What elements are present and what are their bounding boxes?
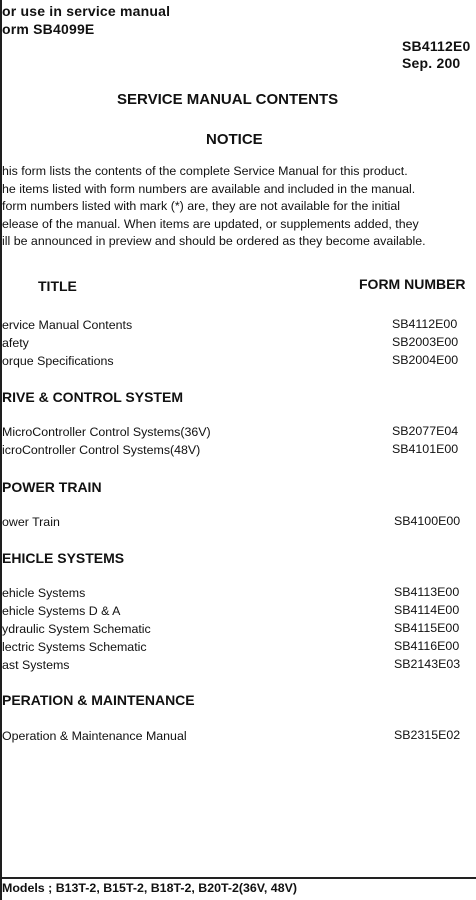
section-heading: RIVE & CONTROL SYSTEM [2,389,183,405]
item-form-number: SB4115E00 [394,621,460,635]
item-form-number: SB2315E02 [394,728,461,742]
notice-line: he items listed with form numbers are available and included in the manual. [2,181,416,196]
item-form-number: SB2004E00 [392,353,459,367]
document-page [2,0,476,900]
item-title: MicroController Control Systems(36V) [2,425,211,439]
item-form-number: SB4114E00 [394,603,460,617]
item-title: Operation & Maintenance Manual [2,729,187,743]
models-footer: Models ; B13T-2, B15T-2, B18T-2, B20T-2(36V, 48V) [2,881,297,895]
notice-line: elease of the manual. When items are updated, or supplements added, they [2,216,419,231]
item-form-number: SB4100E00 [394,514,461,528]
item-form-number: SB4116E00 [394,639,460,653]
item-title: ower Train [2,515,60,529]
notice-heading: NOTICE [206,131,263,148]
item-title: ervice Manual Contents [2,318,133,332]
item-title: ehicle Systems [2,586,86,600]
doc-date: Sep. 200 [402,55,461,71]
item-form-number: SB2077E04 [392,424,459,438]
notice-line: his form lists the contents of the complete Service Manual for this product. [2,164,408,178]
item-form-number: SB2003E00 [392,335,459,349]
item-form-number: SB2143E03 [394,657,461,671]
notice-line: form numbers listed with mark (*) are, they are not available for the initial [2,199,401,214]
notice-line: ill be announced in preview and should be ordered as they become available. [2,234,426,249]
item-title: lectric Systems Schematic [2,640,147,654]
notice-paragraph [2,163,476,251]
footer-divider [2,877,476,879]
item-form-number: SB4112E00 [392,317,458,331]
doc-number: SB4112E0 [402,38,471,54]
item-title: icroController Control Systems(48V) [2,443,201,457]
item-title: afety [2,336,29,350]
item-title: orque Specifications [2,354,114,368]
section-heading: EHICLE SYSTEMS [2,550,125,566]
item-title: ehicle Systems D & A [2,604,121,618]
section-heading: POWER TRAIN [2,479,102,495]
column-title-header: TITLE [38,278,77,294]
header-line-2: orm SB4099E [2,21,95,37]
page-title: SERVICE MANUAL CONTENTS [117,91,339,108]
section-heading: PERATION & MAINTENANCE [2,692,195,708]
item-title: ydraulic System Schematic [2,622,151,636]
item-form-number: SB4101E00 [392,442,459,456]
item-form-number: SB4113E00 [394,585,460,599]
item-title: ast Systems [2,658,70,672]
column-form-number-header: FORM NUMBER [359,276,466,292]
header-line-1: or use in service manual [2,3,171,19]
